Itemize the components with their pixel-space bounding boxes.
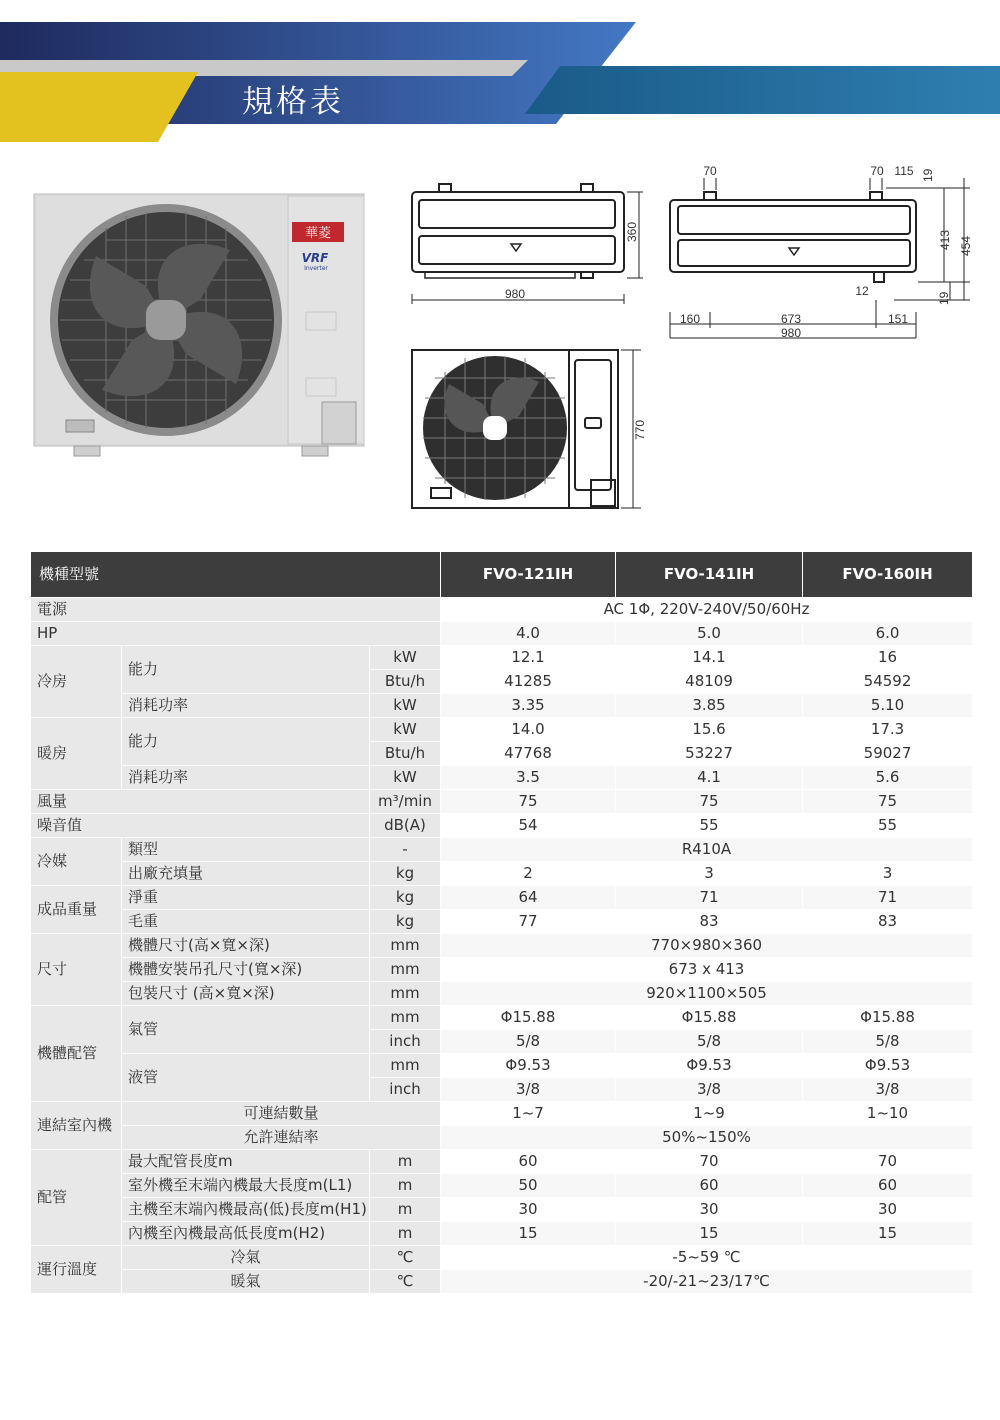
table-row [31,1006,973,1030]
table-row [31,1222,973,1246]
cell-value: 2 [441,862,616,886]
cell-value: 673 x 413 [441,958,973,982]
table-row [31,1102,973,1126]
dim-70b-label: 70 [870,164,884,178]
brand-logo-label: 華菱 [304,226,332,241]
cell-value: 41285 [441,670,616,694]
cell-value: 1~9 [616,1102,803,1126]
row-label: 類型 [122,838,370,862]
group-label: 機體配管 [31,1006,122,1102]
cell-value: R410A [441,838,973,862]
unit-label: mm [370,958,441,982]
group-label: 暖房 [31,718,122,790]
cell-value: 48109 [616,670,803,694]
cell-value: 5/8 [803,1030,973,1054]
table-row [31,934,973,958]
cell-value: 4.0 [441,622,616,646]
cell-value: AC 1Φ, 220V-240V/50/60Hz [441,598,973,622]
cell-value: 3/8 [803,1078,973,1102]
cell-value: 3 [803,862,973,886]
cell-value: 53227 [616,742,803,766]
cell-value: 83 [616,910,803,934]
cell-value: 75 [441,790,616,814]
cell-value: 55 [616,814,803,838]
cell-value: 14.0 [441,718,616,742]
cell-value: 1~7 [441,1102,616,1126]
table-row [31,646,973,670]
table-row [31,1270,973,1294]
cell-value: 3.85 [616,694,803,718]
unit-label: kW [370,694,441,718]
cell-value: 30 [441,1198,616,1222]
cell-value: 30 [803,1198,973,1222]
cell-value: 4.1 [616,766,803,790]
table-row [31,1126,973,1150]
model-name: FVO-121IH [441,552,616,598]
unit-label: ℃ [370,1246,441,1270]
cell-value: 3.5 [441,766,616,790]
cell-value: 15 [616,1222,803,1246]
dim-width-label: 980 [504,287,526,301]
dim-70a-label: 70 [703,164,717,178]
banner-graphic [0,0,1000,150]
row-label: 淨重 [122,886,370,910]
dim-19a-label: 19 [921,168,935,182]
row-label: 風量 [31,790,370,814]
cell-value: 77 [441,910,616,934]
table-row [31,598,973,622]
cell-value: 3.35 [441,694,616,718]
group-label: 配管 [31,1150,122,1246]
row-label: 消耗功率 [122,694,370,718]
row-label: 暖氣 [122,1270,370,1294]
table-row [31,718,973,742]
header-banner [0,0,1000,150]
row-label: 可連結數量 [122,1102,441,1126]
page-title: 規格表 [242,84,344,120]
cell-value: 50%~150% [441,1126,973,1150]
cell-value: Φ9.53 [616,1054,803,1078]
unit-label: - [370,838,441,862]
unit-label: m [370,1198,441,1222]
table-row [31,622,973,646]
cell-value: 75 [616,790,803,814]
cell-value: 14.1 [616,646,803,670]
row-label: 最大配管長度m [122,1150,370,1174]
table-row [31,1246,973,1270]
unit-label: kW [370,646,441,670]
table-row [31,814,973,838]
dim-673-label: 673 [780,312,802,326]
row-label: 能力 [122,718,370,766]
row-label: 包裝尺寸 (高×寬×深) [122,982,370,1006]
table-row [31,982,973,1006]
unit-label: mm [370,1006,441,1030]
cell-value: 5/8 [441,1030,616,1054]
dim-115-label: 115 [894,164,914,178]
cell-value: 5/8 [616,1030,803,1054]
cell-value: Φ9.53 [441,1054,616,1078]
dim-height-label: 770 [633,419,647,440]
cell-value: 3 [616,862,803,886]
dim-413-label: 413 [938,229,952,250]
table-row [31,838,973,862]
table-row [31,910,973,934]
cell-value: 30 [616,1198,803,1222]
group-label: 冷媒 [31,838,122,886]
unit-label: inch [370,1030,441,1054]
row-label: 機體尺寸(高×寬×深) [122,934,370,958]
cell-value: 55 [803,814,973,838]
cell-value: 60 [616,1174,803,1198]
row-label: 機體安裝吊孔尺寸(寬×深) [122,958,370,982]
unit-label: m [370,1222,441,1246]
table-row [31,886,973,910]
table-row [31,790,973,814]
cell-value: -5~59 ℃ [441,1246,973,1270]
row-label: 電源 [31,598,441,622]
group-label: 尺寸 [31,934,122,1006]
cell-value: 54 [441,814,616,838]
top-view-diagram [405,178,650,308]
cell-value: 60 [441,1150,616,1174]
dim-151-label: 151 [887,312,909,326]
cell-value: Φ9.53 [803,1054,973,1078]
cell-value: 5.10 [803,694,973,718]
unit-label: mm [370,1054,441,1078]
row-label: 液管 [122,1054,370,1102]
table-row [31,1054,973,1078]
cell-value: 47768 [441,742,616,766]
model-name: FVO-141IH [616,552,803,598]
cell-value: 17.3 [803,718,973,742]
cell-value: Φ15.88 [441,1006,616,1030]
unit-label: dB(A) [370,814,441,838]
group-label: 連結室內機 [31,1102,122,1150]
model-label: 機種型號 [31,552,441,598]
unit-label: kg [370,862,441,886]
cell-value: 16 [803,646,973,670]
inverter-logo-label: Inverter [304,265,328,272]
cell-value: 5.6 [803,766,973,790]
cell-value: 70 [803,1150,973,1174]
cell-value: 3/8 [441,1078,616,1102]
dim-454-label: 454 [959,235,973,256]
unit-label: kg [370,910,441,934]
cell-value: 75 [803,790,973,814]
row-label: 內機至內機最高低長度m(H2) [122,1222,370,1246]
unit-label: mm [370,934,441,958]
table-row [31,694,973,718]
unit-label: kW [370,766,441,790]
row-label: 消耗功率 [122,766,370,790]
dim-980-label: 980 [780,326,802,340]
row-label: HP [31,622,441,646]
unit-label: m³/min [370,790,441,814]
row-label: 出廠充填量 [122,862,370,886]
cell-value: 15.6 [616,718,803,742]
cell-value: 6.0 [803,622,973,646]
unit-label: mm [370,982,441,1006]
table-row [31,766,973,790]
cell-value: 920×1100×505 [441,982,973,1006]
unit-label: m [370,1174,441,1198]
cell-value: 60 [803,1174,973,1198]
table-row [31,958,973,982]
cell-value: 15 [441,1222,616,1246]
row-label: 噪音值 [31,814,370,838]
spec-table [30,551,973,1294]
cell-value: 64 [441,886,616,910]
table-row [31,1150,973,1174]
table-row [31,1174,973,1198]
unit-label: ℃ [370,1270,441,1294]
group-label: 冷房 [31,646,122,718]
cell-value: 770×980×360 [441,934,973,958]
row-label: 室外機至末端內機最大長度m(L1) [122,1174,370,1198]
unit-label: inch [370,1078,441,1102]
cell-value: 54592 [803,670,973,694]
dim-depth-label: 360 [625,221,639,242]
cell-value: 71 [616,886,803,910]
group-label: 運行溫度 [31,1246,122,1294]
cell-value: 1~10 [803,1102,973,1126]
row-label: 允許連結率 [122,1126,441,1150]
dim-12-label: 12 [855,284,869,298]
row-label: 毛重 [122,910,370,934]
row-label: 氣管 [122,1006,370,1054]
model-name: FVO-160IH [803,552,973,598]
unit-label: kg [370,886,441,910]
unit-label: kW [370,718,441,742]
row-label: 冷氣 [122,1246,370,1270]
dim-19b-label: 19 [937,291,951,305]
table-row [31,1198,973,1222]
cell-value: 5.0 [616,622,803,646]
cell-value: 50 [441,1174,616,1198]
vrf-logo-label: VRF [301,251,329,265]
cell-value: 12.1 [441,646,616,670]
table-header-row [31,552,973,598]
cell-value: Φ15.88 [616,1006,803,1030]
unit-label: Btu/h [370,670,441,694]
cell-value: 83 [803,910,973,934]
cell-value: 71 [803,886,973,910]
cell-value: 3/8 [616,1078,803,1102]
group-label: 成品重量 [31,886,122,934]
unit-label: m [370,1150,441,1174]
cell-value: Φ15.88 [803,1006,973,1030]
table-row [31,862,973,886]
dim-160-label: 160 [679,312,701,326]
product-photo [30,190,370,462]
unit-label: Btu/h [370,742,441,766]
row-label: 能力 [122,646,370,694]
base-view-diagram [664,160,980,345]
cell-value: 70 [616,1150,803,1174]
cell-value: -20/-21~23/17℃ [441,1270,973,1294]
row-label: 主機至末端內機最高(低)長度m(H1) [122,1198,370,1222]
front-view-diagram [405,342,650,517]
cell-value: 59027 [803,742,973,766]
cell-value: 15 [803,1222,973,1246]
